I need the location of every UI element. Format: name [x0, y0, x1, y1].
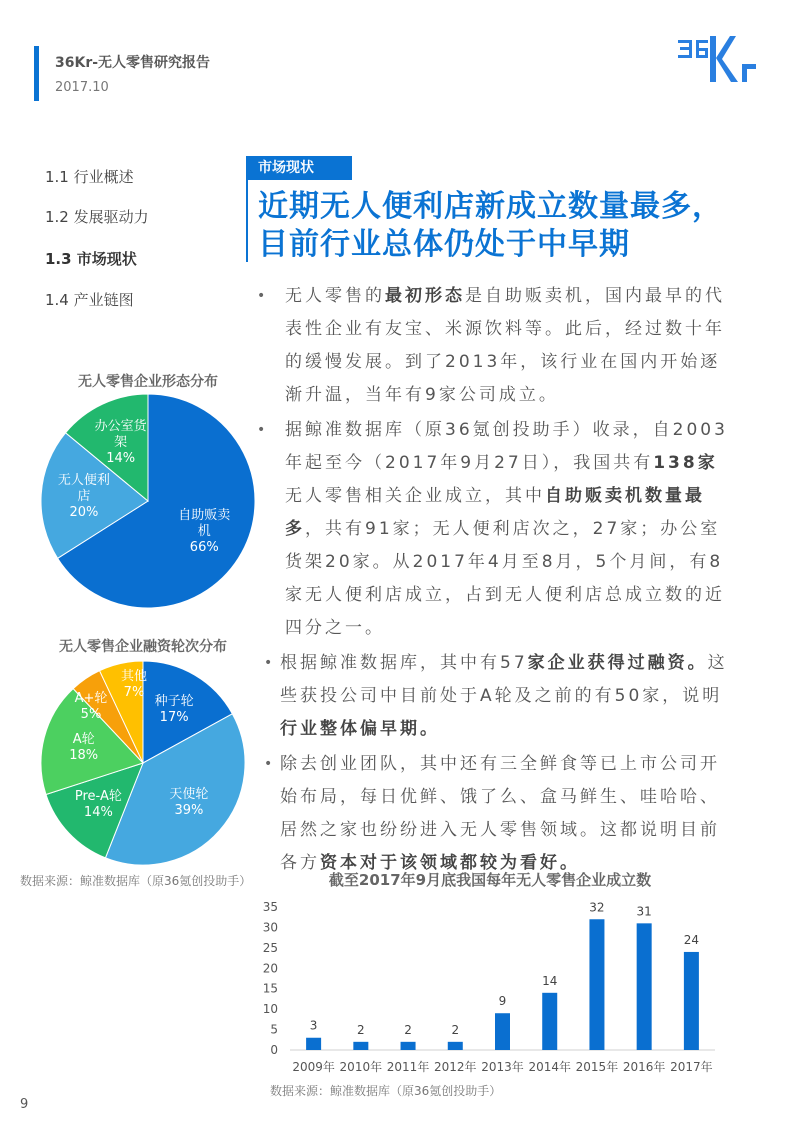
bullet-item: [250, 414, 740, 645]
x-tick-label: 2017年: [670, 1060, 713, 1074]
bullet-item: [250, 647, 740, 746]
y-tick-label: 30: [262, 920, 278, 935]
bullet-item: [250, 280, 740, 412]
bullet-icon: •: [257, 422, 266, 438]
slice-name: A轮: [72, 731, 95, 747]
36kr-logo: [676, 36, 768, 88]
slice-percent: 39%: [174, 803, 204, 819]
source-note-bottom: 数据来源：鲸准数据库（原36氪创投助手）: [270, 1084, 502, 1098]
slice-percent: 18%: [69, 747, 99, 763]
emphasis-text: 最初形态: [385, 286, 465, 306]
y-tick-label: 0: [270, 1043, 278, 1057]
y-tick-label: 10: [262, 1002, 278, 1017]
source-note-left: 数据来源：鲸准数据库（原36氪创投助手）: [20, 874, 252, 888]
y-tick-label: 35: [262, 900, 278, 914]
emphasis-text: 资本对于该领域都较为看好。: [320, 853, 580, 873]
pie-slice-label: [121, 669, 147, 701]
bar-value-label: 3: [309, 1018, 318, 1033]
pie-slice-label: [75, 691, 108, 723]
bar-chart-title: 截至2017年9月底我国每年无人零售企业成立数: [328, 871, 652, 889]
report-date: 2017.10: [55, 80, 109, 95]
slice-name: 自助贩卖机: [178, 507, 231, 539]
bar-value-label: 9: [498, 994, 507, 1009]
nav-item[interactable]: 1.4 产业链图: [45, 291, 134, 309]
bar: [448, 1042, 463, 1050]
text-segment: 这些获投公司中目前处于A轮及之前的有50家，说明: [280, 653, 728, 706]
text-segment: 除去创业团队，其中还有三全鲜食等已上市公司开始布局，每日优鲜、饿了么、盒马鲜生、哇哈哈、居然之家也纷纷进入无人零售领域。这都说明目前各方: [280, 754, 720, 873]
slice-name: A+轮: [74, 691, 108, 706]
slice-name: 无人便利店: [57, 472, 110, 504]
x-tick-label: 2014年: [528, 1060, 571, 1074]
pie-slice-label: [169, 787, 208, 819]
bar-value-label: 14: [542, 973, 558, 988]
slice-percent: 5%: [80, 707, 102, 722]
bullet-icon: •: [257, 288, 266, 304]
slice-percent: 20%: [69, 504, 99, 520]
yearly-founding-bar-chart: [250, 890, 720, 1080]
bar-value-label: 2: [357, 1022, 365, 1037]
y-tick-label: 25: [262, 940, 278, 955]
slice-percent: 14%: [106, 450, 136, 466]
bullet-item: [250, 748, 740, 880]
x-tick-label: 2012年: [434, 1060, 477, 1074]
pie1-title: 无人零售企业形态分布: [78, 374, 218, 390]
bar: [353, 1042, 368, 1050]
bullet-icon: •: [264, 655, 273, 671]
bullet-paragraph: [280, 748, 720, 880]
page-number: 9: [20, 1097, 29, 1112]
emphasis-text: 行业整体偏早期。: [280, 719, 440, 739]
bullet-paragraph: [285, 280, 725, 412]
text-segment: ，共有91家；无人便利店次之，27家；办公室货架20家。从2017年4月至8月，5个月间，有8家无人便利店成立，占到无人便利店总成立数的近四分之一。: [285, 519, 725, 638]
bar-value-label: 2: [404, 1022, 412, 1037]
slice-name: 种子轮: [154, 694, 194, 710]
bar: [306, 1038, 321, 1050]
bar-value-label: 31: [636, 904, 652, 919]
slice-percent: 17%: [159, 710, 189, 726]
bar: [684, 952, 699, 1050]
emphasis-text: 138家: [653, 453, 718, 473]
bar: [495, 1013, 510, 1050]
text-segment: 据鲸准数据库（原36氪创投助手）收录，自2003年起至今（2017年9月27日），我国共有: [285, 420, 728, 473]
bar: [637, 923, 652, 1050]
bar: [542, 993, 557, 1050]
y-tick-label: 5: [270, 1022, 278, 1037]
bar-value-label: 32: [589, 900, 605, 915]
x-tick-label: 2009年: [292, 1060, 335, 1074]
bullet-paragraph: [285, 414, 735, 645]
emphasis-text: 自助贩卖机数量最多: [285, 486, 705, 539]
nav-item[interactable]: 1.2 发展驱动力: [45, 208, 149, 226]
text-segment: 无人零售相关企业成立，其中: [285, 486, 545, 506]
text-segment: 是自助贩卖机，国内最早的代表性企业有友宝、米源饮料等。此后，经过数十年的缓慢发展。到了2013年，该行业在国内开始逐渐升温，当年有9家公司成立。: [285, 286, 725, 405]
slice-name: 天使轮: [169, 787, 209, 803]
x-tick-label: 2013年: [481, 1060, 524, 1074]
y-tick-label: 20: [262, 961, 278, 976]
bar-value-label: 2: [451, 1022, 460, 1037]
nav-item[interactable]: 1.1 行业概述: [45, 168, 134, 186]
report-title: 36Kr-无人零售研究报告: [55, 55, 211, 71]
x-tick-label: 2011年: [386, 1060, 430, 1074]
pie-slice-label: [69, 732, 98, 764]
slice-name: 其他: [120, 669, 148, 684]
text-segment: 无人零售的: [285, 286, 385, 306]
headline: 近期无人便利店新成立数量最多，目前行业总体仍处于中早期: [258, 189, 723, 262]
bar-value-label: 24: [683, 932, 700, 947]
pie-slice-label: [176, 508, 232, 556]
x-tick-label: 2015年: [575, 1060, 619, 1074]
x-tick-label: 2010年: [339, 1060, 383, 1074]
slice-percent: 7%: [123, 685, 145, 700]
y-tick-label: 15: [262, 981, 278, 996]
emphasis-text: 家企业获得过融资。: [527, 653, 708, 673]
pie-slice-label: [56, 473, 112, 521]
x-tick-label: 2016年: [622, 1060, 666, 1074]
slice-percent: 66%: [189, 539, 219, 555]
body-text: [250, 280, 740, 882]
pie-slice-label: [155, 694, 194, 726]
pie2-title: 无人零售企业融资轮次分布: [59, 639, 227, 655]
slice-percent: 14%: [83, 804, 113, 820]
bullet-paragraph: [280, 647, 740, 746]
bar: [589, 919, 604, 1050]
slice-name: 办公室货架: [94, 418, 147, 450]
pie-slice-label: [75, 789, 122, 821]
bar: [401, 1042, 416, 1050]
section-tag: 市场现状: [248, 156, 352, 180]
bullet-icon: •: [264, 756, 273, 772]
text-segment: 根据鲸准数据库，其中有57: [280, 653, 528, 673]
slice-name: Pre-A轮: [74, 788, 122, 804]
pie-slice-label: [93, 419, 149, 467]
header-accent-bar: [34, 46, 39, 101]
nav-item[interactable]: 1.3 市场现状: [45, 250, 137, 268]
